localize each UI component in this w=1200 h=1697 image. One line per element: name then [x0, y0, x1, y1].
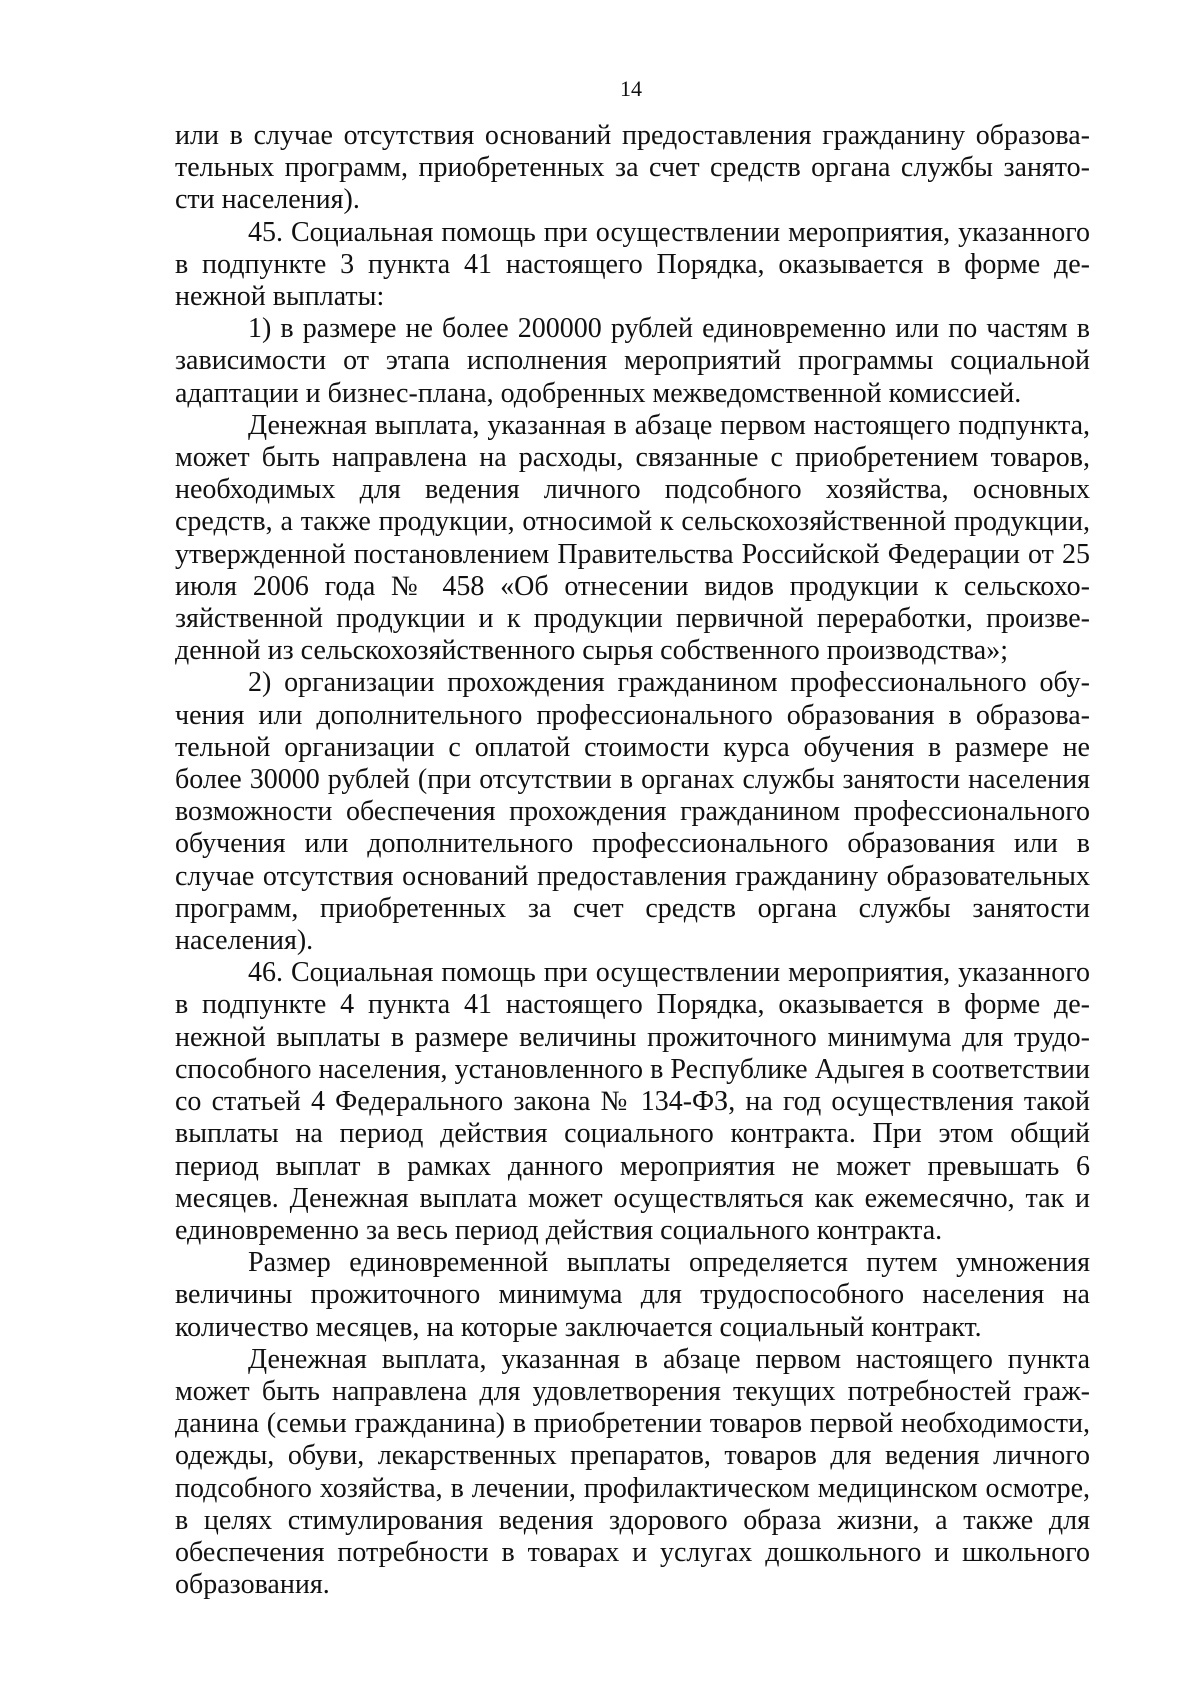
paragraph-46: 46. Социальная помощь при осуществлении мероприятия, указанного в подпункте 4 пункта 41 настоящего Порядка, оказывается в форме денежной выплаты в размере величины прожиточного минимума для трудоспособного населения, установленного в Республике Адыгея в соответствии со статьей 4 Федерального закона № 134-ФЗ, на год осуществления такой выплаты на период действия социального контракта. При этом общий период выплат в рамках данного мероприятия не может превышать 6 месяцев. Денежная выплата может осуществляться как ежемесячно, так и единовременно за весь период действия социального контракта.	[175, 957, 1090, 1246]
paragraph-45-item-2: 2) организации прохождения гражданином профессионального обучения или дополнительного профессионального образования в образовательной организации с оплатой стоимости курса обучения в размере не более 30000 рублей (при отсутствии в органах службы занятости населения возможности обеспечения прохождения гражданином профессионального обучения или дополнительного профессионального образования или в случае отсутствия оснований предоставления гражданину образовательных программ, приобретенных за счет средств органа службы занятости населения).	[175, 667, 1090, 957]
paragraph-continuation: или в случае отсутствия оснований предоставления гражданину образовательных программ, приобретенных за счет средств органа службы занятости населения).	[175, 120, 1090, 216]
paragraph-46-purpose: Денежная выплата, указанная в абзаце первом настоящего пункта может быть направлена для удовлетворения текущих потребностей гражданина (семьи гражданина) в приобретении товаров первой необходимости, одежды, обуви, лекарственных препаратов, товаров для ведения личного подсобного хозяйства, в лечении, профилактическом медицинском осмотре, в целях стимулирования ведения здорового образа жизни, а также для обеспечения потребности в товарах и услугах дошкольного и школьного образования.	[175, 1343, 1090, 1601]
paragraph-45-item-1: 1) в размере не более 200000 рублей единовременно или по частям в зависимости от этапа исполнения мероприятий программы социальной адаптации и бизнес-плана, одобренных межведомственной комиссией.	[175, 313, 1090, 409]
document-body	[175, 120, 1090, 1601]
paragraph-45: 45. Социальная помощь при осуществлении мероприятия, указанного в подпункте 3 пункта 41 настоящего Порядка, оказывается в форме денежной выплаты:	[175, 216, 1090, 313]
page-number: 14	[620, 76, 642, 101]
paragraph-46-lump-sum: Размер единовременной выплаты определяется путем умножения величины прожиточного минимума для трудоспособного населения на количество месяцев, на которые заключается социальный контракт.	[175, 1247, 1090, 1343]
paragraph-45-item-1-note: Денежная выплата, указанная в абзаце первом настоящего подпункта, может быть направлена на расходы, связанные с приобретением товаров, необходимых для ведения личного подсобного хозяйства, основных средств, а также продукции, относимой к сельскохозяйственной продукции, утвержденной постановлением Правительства Российской Федерации от 25 июля 2006 года № 458 «Об отнесении видов продукции к сельскохозяйственной продукции и к продукции первичной переработки, произведенной из сельскохозяйственного сырья собственного производства»;	[175, 409, 1090, 667]
